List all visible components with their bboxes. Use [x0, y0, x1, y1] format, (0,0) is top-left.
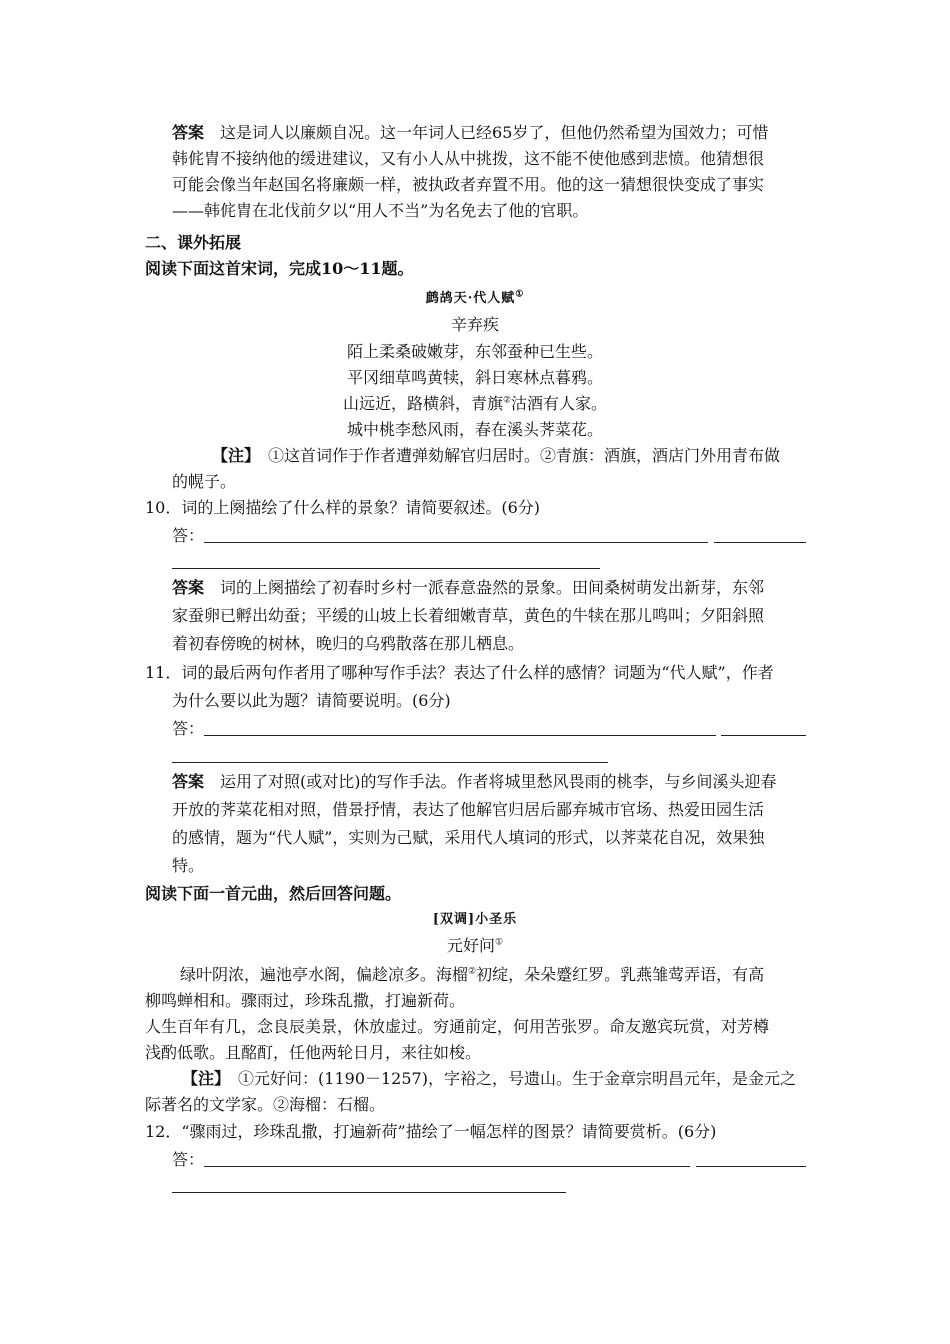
q10-answer-blank[interactable]: [204, 542, 708, 543]
q12-answer-blank[interactable]: [204, 1166, 690, 1167]
q11-answer-line-2: 开放的荠菜花相对照，借景抒情，表达了他解官归居后鄙弃城市官场、热爱田园生活: [172, 800, 765, 819]
q10-answer-prompt: 答：: [172, 526, 205, 545]
question-11-line-2: 为什么要以此为题？请简要说明。(6分): [172, 691, 451, 710]
poem1-note: 【注】 ①这首词作于作者遭弹劾解官归居时。②青旗：酒旗，酒店门外用青布做: [212, 446, 781, 465]
intro-answer-line-1: 答案 这是词人以廉颇自况。这一年词人已经65岁了，但他仍然希望为国效力；可惜: [172, 123, 769, 142]
question-11-line-1: 11．词的最后两句作者用了哪种写作手法？表达了什么样的感情？词题为“代人赋”，作者: [145, 663, 774, 682]
intro-answer-line-3: 可能会像当年赵国名将廉颇一样，被执政者弃置不用。他的这一猜想很快变成了事实: [172, 175, 765, 194]
poem2-prompt: 阅读下面一首元曲，然后回答问题。: [145, 884, 402, 903]
q11-answer-blank[interactable]: [721, 735, 806, 736]
poem2-title: [双调]小圣乐: [432, 912, 518, 927]
poem2-line-2: 柳鸣蝉相和。骤雨过，珍珠乱撒，打遍新荷。: [145, 991, 466, 1010]
intro-answer-line-4: ——韩侂胄在北伐前夕以“用人不当”为名免去了他的官职。: [172, 201, 589, 220]
poem1-line-1: 陌上柔桑破嫩芽，东邻蚕种已生些。: [346, 342, 603, 361]
poem2-note: 【注】 ①元好问：(1190－1257)，字裕之，号遗山。生于金章宗明昌元年，是金元之: [182, 1069, 796, 1088]
q12-answer-blank[interactable]: [172, 1192, 566, 1193]
poem2-line-1: 绿叶阴浓，遍池亭水阁，偏趁凉多。海榴②初绽，朵朵蹙红罗。乳燕雏莺弄语，有高: [180, 965, 765, 984]
poem2-line-4: 浅酌低歌。且酩酊，任他两轮日月，来往如梭。: [145, 1043, 482, 1062]
poem1-note-line-2: 的幌子。: [172, 472, 237, 491]
q12-answer-blank[interactable]: [696, 1166, 806, 1167]
intro-answer-line-2: 韩侂胄不接纳他的缓进建议，又有小人从中挑拨，这不能不使他感到悲愤。他猜想很: [172, 149, 765, 168]
footnote-marker: ②: [468, 966, 477, 977]
q10-answer-line-1: 答案 词的上阕描绘了初春时乡村一派春意盎然的景象。田间桑树萌发出新芽，东邻: [172, 578, 765, 597]
q11-answer-line-1: 答案 运用了对照(或对比)的写作手法。作者将城里愁风畏雨的桃李，与乡间溪头迎春: [172, 772, 777, 791]
footnote-marker: ①: [515, 289, 525, 300]
poem1-author: 辛弃疾: [450, 315, 499, 334]
section-heading: 二、课外拓展: [145, 233, 242, 252]
answer-label: 答案: [172, 123, 205, 142]
footnote-marker: ②: [502, 395, 512, 406]
question-12: 12．“骤雨过，珍珠乱撒，打遍新荷”描绘了一幅怎样的图景？请简要赏析。(6分): [145, 1122, 717, 1141]
q12-answer-prompt: 答：: [172, 1150, 205, 1169]
poem2-note-line-2: 际著名的文学家。②海榴：石榴。: [145, 1095, 386, 1114]
q10-answer-line-3: 着初春傍晚的树林，晚归的乌鸦散落在那儿栖息。: [172, 634, 525, 653]
poem2-author: 元好问①: [446, 936, 504, 955]
q10-answer-blank[interactable]: [714, 542, 806, 543]
poem1-title: 鹧鸪天·代人赋①: [425, 289, 525, 306]
question-10: 10．词的上阕描绘了什么样的景象？请简要叙述。(6分): [145, 498, 541, 517]
poem1-line-4: 城中桃李愁风雨，春在溪头荠菜花。: [346, 420, 603, 439]
q11-answer-line-3: 的感情，题为“代人赋”，实则为己赋，采用代人填词的形式，以荠菜花自况，效果独: [172, 828, 765, 847]
footnote-marker: ①: [494, 937, 504, 948]
poem1-prompt: 阅读下面这首宋词，完成10～11题。: [145, 259, 414, 278]
q10-answer-line-2: 家蚕卵已孵出幼蚕；平缓的山坡上长着细嫩青草，黄色的牛犊在那儿鸣叫；夕阳斜照: [172, 606, 765, 625]
q11-answer-blank[interactable]: [172, 762, 608, 763]
q11-answer-line-4: 特。: [172, 856, 205, 875]
q11-answer-blank[interactable]: [204, 735, 716, 736]
poem1-line-3: 山远近，路横斜，青旗②沽酒有人家。: [342, 394, 608, 413]
q10-answer-blank[interactable]: [172, 568, 600, 569]
q11-answer-prompt: 答：: [172, 719, 205, 738]
poem2-line-3: 人生百年有几，念良辰美景，休放虚过。穷通前定，何用苦张罗。命友邀宾玩赏，对芳樽: [145, 1017, 770, 1036]
poem1-line-2: 平冈细草鸣黄犊，斜日寒林点暮鸦。: [346, 368, 603, 387]
